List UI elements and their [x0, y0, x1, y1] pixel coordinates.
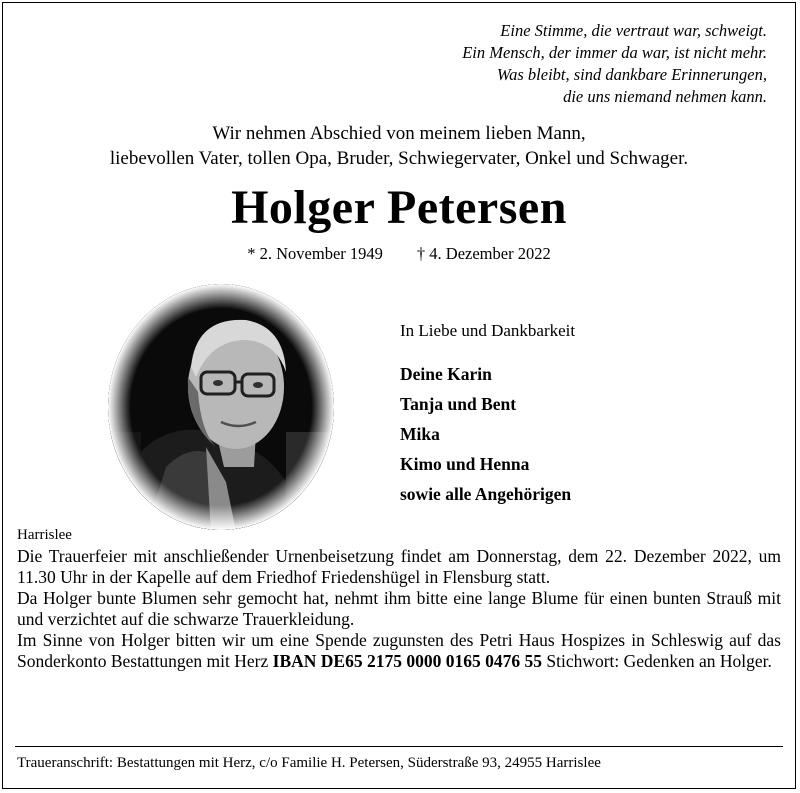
poem-line: Eine Stimme, die vertraut war, schweigt.	[500, 21, 767, 40]
death-date: † 4. Dezember 2022	[416, 244, 551, 263]
iban: IBAN DE65 2175 0000 0165 0476 55	[272, 651, 542, 671]
family-member: Deine Karin	[400, 364, 492, 384]
mourning-address: Traueranschrift: Bestattungen mit Herz, c/o Familie H. Petersen, Süderstraße 93, 24955 Harrislee	[17, 755, 601, 771]
flowers-paragraph: Da Holger bunte Blumen sehr gemocht hat, nehmt ihm bitte eine lange Blume für einen bunten Strauß mit und verzichtet auf die schwarze Trauerkleidung.	[17, 588, 781, 629]
poem-line: die uns niemand nehmen kann.	[563, 87, 767, 106]
ceremony-paragraph: Die Trauerfeier mit anschließender Urnenbeisetzung findet am Donnerstag, dem 22. Dezember 2022, um 11.30 Uhr in der Kapelle auf dem Friedhof Friedenshügel in Flensburg statt.	[17, 546, 781, 587]
farewell-intro	[3, 121, 795, 171]
donation-text: Im Sinne von Holger bitten wir um eine Spende zugunsten des Petri Haus Hospizes in Schleswig auf das Sonderkonto Bestattungen mit Herz	[17, 630, 781, 671]
poem-line: Ein Mensch, der immer da war, ist nicht mehr.	[462, 43, 767, 62]
family-member: Kimo und Henna	[400, 454, 530, 474]
place-name: Harrislee	[17, 527, 72, 543]
family-member: sowie alle Angehörigen	[400, 484, 572, 504]
family-lead: In Liebe und Dankbarkeit	[400, 321, 576, 340]
donation-paragraph	[17, 630, 781, 672]
divider	[15, 746, 783, 747]
birth-date: * 2. November 1949	[247, 244, 383, 263]
intro-line: Wir nehmen Abschied von meinem lieben Mann,	[212, 123, 586, 144]
obituary-notice	[2, 2, 796, 789]
family-member: Tanja und Bent	[400, 394, 517, 414]
intro-line: liebevollen Vater, tollen Opa, Bruder, Schwiegervater, Onkel und Schwager.	[109, 148, 689, 169]
family-member: Mika	[400, 424, 440, 444]
poem	[462, 20, 767, 108]
portrait-photo-icon	[106, 282, 336, 532]
life-dates	[3, 243, 795, 265]
family-signatures	[400, 319, 575, 509]
deceased-name: Holger Petersen	[231, 181, 567, 234]
notice-body	[17, 546, 781, 672]
poem-line: Was bleibt, sind dankbare Erinnerungen,	[496, 65, 767, 84]
donation-keyword: Stichwort: Gedenken an Holger.	[541, 651, 772, 671]
